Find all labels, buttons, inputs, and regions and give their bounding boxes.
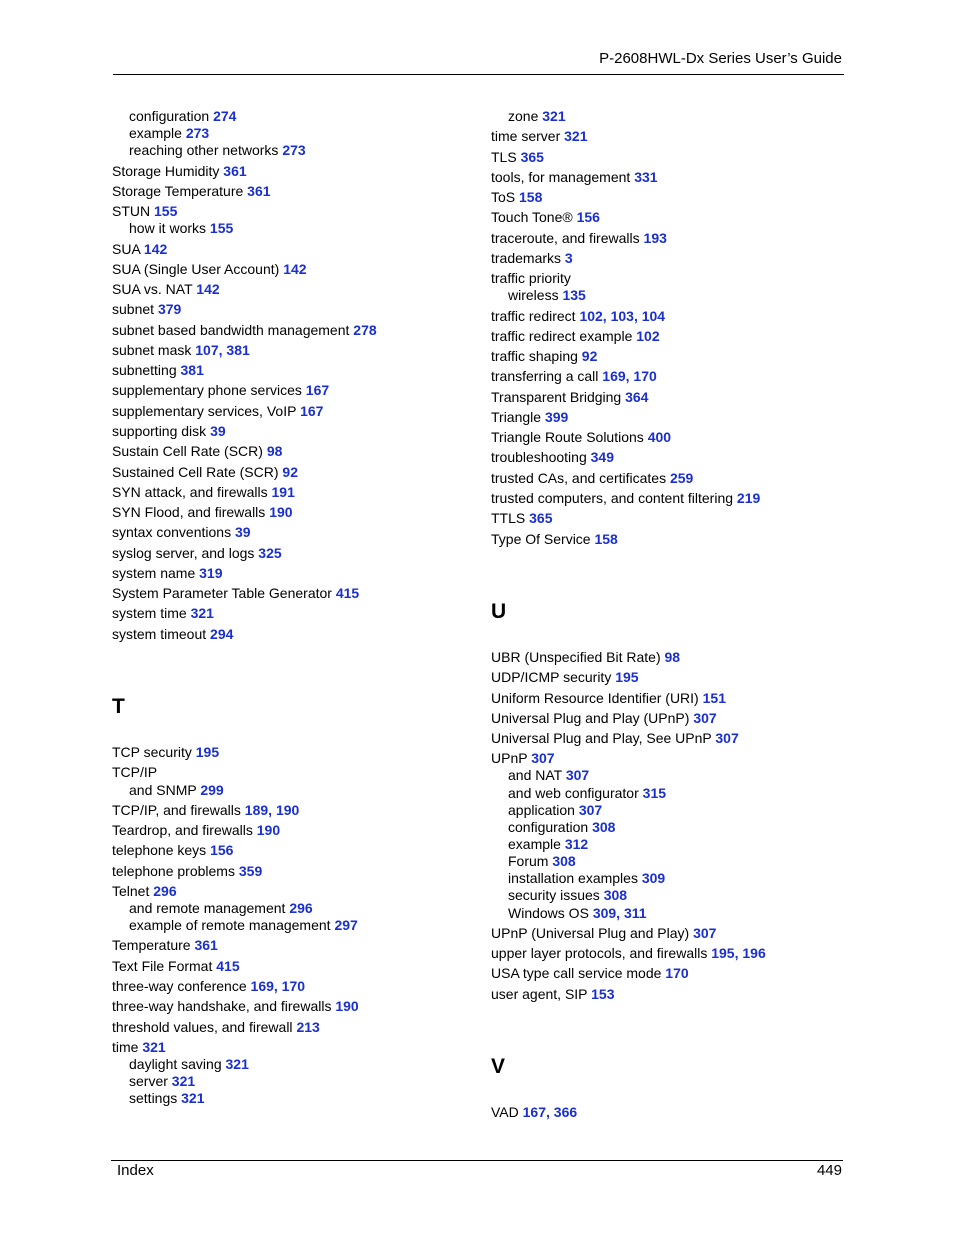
index-entry (129, 1073, 195, 1090)
page-reference-link[interactable]: 142 (283, 261, 307, 277)
index-term: and remote management (129, 900, 286, 916)
index-term: SUA (112, 241, 141, 257)
index-term: telephone problems (112, 863, 235, 879)
index-term: traffic redirect example (491, 328, 633, 344)
page-reference-link[interactable]: 107 (195, 342, 219, 358)
index-term: Storage Humidity (112, 163, 220, 179)
page-reference-link[interactable]: 321 (142, 1039, 166, 1055)
index-term: TTLS (491, 510, 526, 526)
index-entry (129, 782, 224, 799)
index-entry (491, 730, 739, 747)
page-reference-link[interactable]: 365 (520, 149, 544, 165)
index-entry (112, 241, 167, 258)
index-term: Transparent Bridging (491, 389, 622, 405)
page-reference-link[interactable]: 273 (282, 142, 306, 158)
index-term: wireless (508, 287, 559, 303)
index-entry (491, 690, 726, 707)
index-entry (508, 819, 615, 836)
index-term: Triangle (491, 409, 542, 425)
page-reference-link[interactable]: 92 (581, 348, 598, 364)
page-reference-link[interactable]: 309 (641, 870, 666, 886)
index-entry (491, 669, 639, 686)
index-entry (112, 423, 226, 440)
index-term: traffic priority (491, 270, 571, 286)
index-term: three-way conference (112, 978, 247, 994)
index-term: system time (112, 605, 187, 621)
index-term: Teardrop, and firewalls (112, 822, 253, 838)
index-term: installation examples (508, 870, 638, 886)
footer-page-number: 449 (816, 1162, 842, 1179)
index-entry (112, 443, 282, 460)
page-reference-link[interactable]: 278 (353, 322, 377, 338)
page-ref-separator: , (633, 308, 642, 324)
index-entry (491, 209, 600, 226)
index-term: UPnP (Universal Plug and Play) (491, 925, 690, 941)
index-term: configuration (129, 108, 210, 124)
section-heading-t: T (112, 695, 125, 718)
index-term: settings (129, 1090, 178, 1106)
page-reference-link[interactable]: 190 (269, 504, 293, 520)
index-entry (112, 203, 177, 220)
page-reference-link[interactable]: 98 (664, 649, 681, 665)
index-entry (129, 900, 313, 917)
page-reference-link[interactable]: 294 (210, 626, 234, 642)
page-reference-link[interactable]: 98 (266, 443, 283, 459)
index-entry (508, 767, 589, 784)
page-reference-link[interactable]: 169 (250, 978, 274, 994)
index-term: supplementary services, VoIP (112, 403, 297, 419)
index-term: System Parameter Table Generator (112, 585, 332, 601)
page-reference-link[interactable]: 297 (334, 917, 358, 933)
index-term: Triangle Route Solutions (491, 429, 644, 445)
page-reference-link[interactable]: 296 (289, 900, 313, 916)
index-term: Text File Format (112, 958, 213, 974)
index-term: VAD (491, 1104, 519, 1120)
index-entry (112, 464, 298, 481)
page-reference-link[interactable]: 319 (199, 565, 223, 581)
page-ref-separator: , (218, 342, 227, 358)
index-entry (491, 490, 760, 507)
page-reference-link[interactable]: 167 (300, 403, 324, 419)
index-entry (491, 270, 571, 287)
index-entry (491, 945, 766, 962)
page-reference-link[interactable]: 170 (665, 965, 689, 981)
index-entry (508, 853, 576, 870)
index-entry (491, 328, 660, 345)
page-reference-link[interactable]: 381 (180, 362, 204, 378)
index-entry (112, 764, 157, 781)
index-term: UPnP (491, 750, 528, 766)
index-entry (491, 649, 680, 666)
page-reference-link[interactable]: 189 (244, 802, 269, 818)
index-entry (508, 887, 627, 904)
index-entry (112, 504, 293, 521)
page-reference-link[interactable]: 195 (711, 945, 735, 961)
page-reference-link[interactable]: 365 (529, 510, 553, 526)
page-reference-link[interactable]: 321 (542, 108, 566, 124)
index-entry (508, 785, 666, 802)
page-reference-link[interactable]: 308 (552, 853, 576, 869)
index-term: subnet based bandwidth management (112, 322, 350, 338)
page-reference-link[interactable]: 309 (592, 905, 617, 921)
index-entry (491, 389, 648, 406)
index-term: server (129, 1073, 168, 1089)
index-entry (129, 125, 209, 142)
index-term: SUA vs. NAT (112, 281, 193, 297)
page-reference-link[interactable]: 102 (636, 328, 660, 344)
page-reference-link[interactable]: 92 (282, 464, 298, 480)
index-term: application (508, 802, 575, 818)
index-term: Universal Plug and Play, See UPnP (491, 730, 712, 746)
index-term: threshold values, and firewall (112, 1019, 293, 1035)
index-entry (112, 863, 262, 880)
index-term: Universal Plug and Play (UPnP) (491, 710, 690, 726)
page-reference-link[interactable]: 321 (225, 1056, 249, 1072)
index-term: transferring a call (491, 368, 599, 384)
index-term: UDP/ICMP security (491, 669, 612, 685)
index-entry (112, 958, 240, 975)
index-term: example of remote management (129, 917, 331, 933)
index-term: USA type call service mode (491, 965, 662, 981)
index-entry (491, 986, 615, 1003)
index-entry (491, 149, 544, 166)
index-entry (129, 142, 306, 159)
index-term: syslog server, and logs (112, 545, 255, 561)
page-reference-link[interactable]: 3 (564, 250, 573, 266)
index-entry (112, 301, 181, 318)
index-entry (112, 626, 233, 643)
page-reference-link[interactable]: 308 (592, 819, 616, 835)
index-term: Sustained Cell Rate (SCR) (112, 464, 279, 480)
index-term: and SNMP (129, 782, 197, 798)
page-reference-link[interactable]: 415 (216, 958, 240, 974)
index-term: user agent, SIP (491, 986, 588, 1002)
index-entry (491, 510, 552, 527)
index-entry (129, 108, 236, 125)
page-reference-link[interactable]: 213 (296, 1019, 320, 1035)
index-entry (112, 998, 359, 1015)
index-entry (491, 449, 614, 466)
page-reference-link[interactable]: 366 (553, 1104, 578, 1120)
index-term: STUN (112, 203, 151, 219)
index-term: SYN Flood, and firewalls (112, 504, 266, 520)
index-term: UBR (Unspecified Bit Rate) (491, 649, 661, 665)
index-entry (112, 978, 305, 995)
page-reference-link[interactable]: 399 (544, 409, 569, 425)
index-entry (508, 287, 586, 304)
index-term: Forum (508, 853, 549, 869)
page-reference-link[interactable]: 142 (196, 281, 220, 297)
page-reference-link[interactable]: 307 (565, 767, 590, 783)
index-term: supplementary phone services (112, 382, 302, 398)
page-reference-link[interactable]: 325 (258, 545, 282, 561)
page-reference-link[interactable]: 142 (143, 241, 168, 257)
index-entry (491, 1104, 577, 1121)
page-reference-link[interactable]: 415 (335, 585, 360, 601)
index-term: trusted computers, and content filtering (491, 490, 734, 506)
index-term: zone (508, 108, 539, 124)
index-entry (491, 189, 542, 206)
page-reference-link[interactable]: 307 (693, 710, 717, 726)
index-entry (491, 250, 573, 267)
index-term: syntax conventions (112, 524, 232, 540)
index-term: subnet mask (112, 342, 192, 358)
index-entry (508, 905, 647, 922)
index-term: SUA (Single User Account) (112, 261, 280, 277)
page-reference-link[interactable]: 307 (715, 730, 739, 746)
page-reference-link[interactable]: 361 (194, 937, 218, 953)
index-term: and web configurator (508, 785, 639, 801)
index-entry (112, 281, 220, 298)
page-reference-link[interactable]: 308 (603, 887, 628, 903)
page-reference-link[interactable]: 155 (154, 203, 178, 219)
page-reference-link[interactable]: 102 (579, 308, 603, 324)
page-reference-link[interactable]: 315 (642, 785, 667, 801)
index-term: traceroute, and firewalls (491, 230, 640, 246)
index-term: telephone keys (112, 842, 207, 858)
page-reference-link[interactable]: 296 (153, 883, 177, 899)
index-entry (491, 965, 689, 982)
index-term: TCP security (112, 744, 192, 760)
index-entry (491, 429, 671, 446)
page-reference-link[interactable]: 155 (209, 220, 234, 236)
index-term: TLS (491, 149, 517, 165)
index-term: time (112, 1039, 139, 1055)
index-entry (491, 128, 587, 145)
index-entry (508, 108, 566, 125)
index-entry (112, 883, 177, 900)
section-heading-v: V (491, 1055, 506, 1078)
guide-title: P-2608HWL-Dx Series User’s Guide (599, 50, 842, 67)
index-entry (508, 870, 665, 887)
page-reference-link[interactable]: 196 (742, 945, 766, 961)
index-term: example (508, 836, 561, 852)
page-reference-link[interactable]: 321 (181, 1090, 205, 1106)
index-entry (112, 802, 299, 819)
index-term: system timeout (112, 626, 207, 642)
index-entry (491, 230, 667, 247)
page-reference-link[interactable]: 167 (305, 382, 330, 398)
page-reference-link[interactable]: 195 (195, 744, 220, 760)
index-term: Uniform Resource Identifier (URI) (491, 690, 699, 706)
page-ref-separator: , (616, 905, 624, 921)
page-reference-link[interactable]: 190 (335, 998, 359, 1014)
page-reference-link[interactable]: 169 (602, 368, 626, 384)
page-reference-link[interactable]: 158 (594, 531, 618, 547)
index-entry (491, 470, 693, 487)
page-reference-link[interactable]: 39 (234, 524, 251, 540)
page-reference-link[interactable]: 379 (157, 301, 182, 317)
index-term: three-way handshake, and firewalls (112, 998, 332, 1014)
index-entry (129, 917, 358, 934)
index-term: tools, for management (491, 169, 631, 185)
page-reference-link[interactable]: 321 (171, 1073, 196, 1089)
index-entry (129, 1090, 205, 1107)
index-term: Temperature (112, 937, 191, 953)
index-entry (112, 565, 223, 582)
page-ref-separator: , (273, 978, 282, 994)
page-reference-link[interactable]: 195 (615, 669, 639, 685)
index-entry (112, 545, 282, 562)
index-term: ToS (491, 189, 516, 205)
page-reference-link[interactable]: 219 (736, 490, 761, 506)
page-reference-link[interactable]: 349 (590, 449, 614, 465)
index-entry (112, 163, 247, 180)
index-term: subnet (112, 301, 155, 317)
page-reference-link[interactable]: 364 (625, 389, 649, 405)
index-entry (129, 1056, 249, 1073)
page-reference-link[interactable]: 190 (256, 822, 281, 838)
index-entry (112, 322, 377, 339)
index-entry (129, 220, 233, 237)
index-entry (491, 925, 716, 942)
page-reference-link[interactable]: 167 (522, 1104, 546, 1120)
index-term: Sustain Cell Rate (SCR) (112, 443, 263, 459)
index-entry (112, 822, 280, 839)
index-entry (491, 409, 568, 426)
page-reference-link[interactable]: 312 (564, 836, 589, 852)
page-reference-link[interactable]: 331 (634, 169, 658, 185)
page-reference-link[interactable]: 193 (643, 230, 667, 246)
index-term: traffic redirect (491, 308, 576, 324)
index-entry (112, 403, 323, 420)
page-reference-link[interactable]: 311 (623, 905, 647, 921)
index-term: security issues (508, 887, 600, 903)
index-entry (491, 169, 658, 186)
index-term: subnetting (112, 362, 177, 378)
index-term: how it works (129, 220, 207, 236)
page-reference-link[interactable]: 361 (247, 183, 271, 199)
page-ref-separator: , (602, 308, 611, 324)
page-reference-link[interactable]: 104 (641, 308, 666, 324)
index-term: reaching other networks (129, 142, 279, 158)
page-reference-link[interactable]: 156 (210, 842, 234, 858)
index-entry (112, 362, 204, 379)
page-reference-link[interactable]: 191 (271, 484, 295, 500)
page-reference-link[interactable]: 153 (591, 986, 615, 1002)
index-entry (112, 342, 250, 359)
footer-divider (111, 1160, 843, 1161)
page-reference-link[interactable]: 103 (610, 308, 634, 324)
index-term: Storage Temperature (112, 183, 244, 199)
index-term: system name (112, 565, 196, 581)
index-entry (112, 183, 271, 200)
index-term: SYN attack, and firewalls (112, 484, 268, 500)
page-reference-link[interactable]: 170 (281, 978, 306, 994)
index-term: and NAT (508, 767, 562, 783)
index-term: time server (491, 128, 561, 144)
page-reference-link[interactable]: 321 (190, 605, 214, 621)
index-entry (112, 605, 214, 622)
index-entry (491, 710, 717, 727)
page-reference-link[interactable]: 156 (576, 209, 600, 225)
page-reference-link[interactable]: 307 (578, 802, 603, 818)
page-reference-link[interactable]: 307 (693, 925, 717, 941)
index-entry (491, 531, 618, 548)
index-term: TCP/IP, and firewalls (112, 802, 241, 818)
page-reference-link[interactable]: 321 (564, 128, 588, 144)
page-ref-separator: , (734, 945, 743, 961)
page-reference-link[interactable]: 39 (210, 423, 226, 439)
page-reference-link[interactable]: 259 (669, 470, 694, 486)
index-term: Type Of Service (491, 531, 591, 547)
index-term: Touch Tone® (491, 209, 573, 225)
page-reference-link[interactable]: 135 (562, 287, 586, 303)
section-heading-u: U (491, 600, 507, 623)
index-entry (112, 585, 359, 602)
page-reference-link[interactable]: 359 (238, 863, 263, 879)
index-entry (112, 744, 219, 761)
page-reference-link[interactable]: 274 (213, 108, 237, 124)
page-reference-link[interactable]: 299 (200, 782, 224, 798)
page-reference-link[interactable]: 361 (223, 163, 247, 179)
page-reference-link[interactable]: 170 (633, 368, 657, 384)
page-reference-link[interactable]: 151 (702, 690, 726, 706)
index-entry (491, 308, 665, 325)
index-term: trademarks (491, 250, 562, 266)
index-term: supporting disk (112, 423, 207, 439)
index-term: trusted CAs, and certificates (491, 470, 667, 486)
index-term: Telnet (112, 883, 150, 899)
page-ref-separator: , (546, 1104, 554, 1120)
index-entry (112, 842, 233, 859)
index-entry (112, 1019, 320, 1036)
index-entry (508, 802, 602, 819)
index-term: TCP/IP (112, 764, 158, 780)
index-entry (508, 836, 588, 853)
index-entry (491, 368, 657, 385)
page-reference-link[interactable]: 307 (531, 750, 555, 766)
page-ref-separator: , (625, 368, 634, 384)
page-reference-link[interactable]: 273 (185, 125, 210, 141)
index-entry (112, 261, 307, 278)
index-entry (112, 484, 295, 501)
index-term: traffic shaping (491, 348, 578, 364)
index-entry (112, 524, 251, 541)
index-term: example (129, 125, 182, 141)
page-reference-link[interactable]: 190 (275, 802, 300, 818)
index-term: troubleshooting (491, 449, 587, 465)
page-ref-separator: , (268, 802, 276, 818)
index-entry (491, 348, 597, 365)
index-entry (491, 750, 555, 767)
footer-section: Index (117, 1162, 154, 1179)
index-term: daylight saving (129, 1056, 222, 1072)
page-reference-link[interactable]: 400 (647, 429, 672, 445)
index-entry (112, 382, 329, 399)
index-entry (112, 1039, 166, 1056)
page-reference-link[interactable]: 381 (226, 342, 250, 358)
index-term: upper layer protocols, and firewalls (491, 945, 708, 961)
index-term: Windows OS (508, 905, 589, 921)
index-entry (112, 937, 218, 954)
page-reference-link[interactable]: 158 (519, 189, 543, 205)
index-term: configuration (508, 819, 589, 835)
